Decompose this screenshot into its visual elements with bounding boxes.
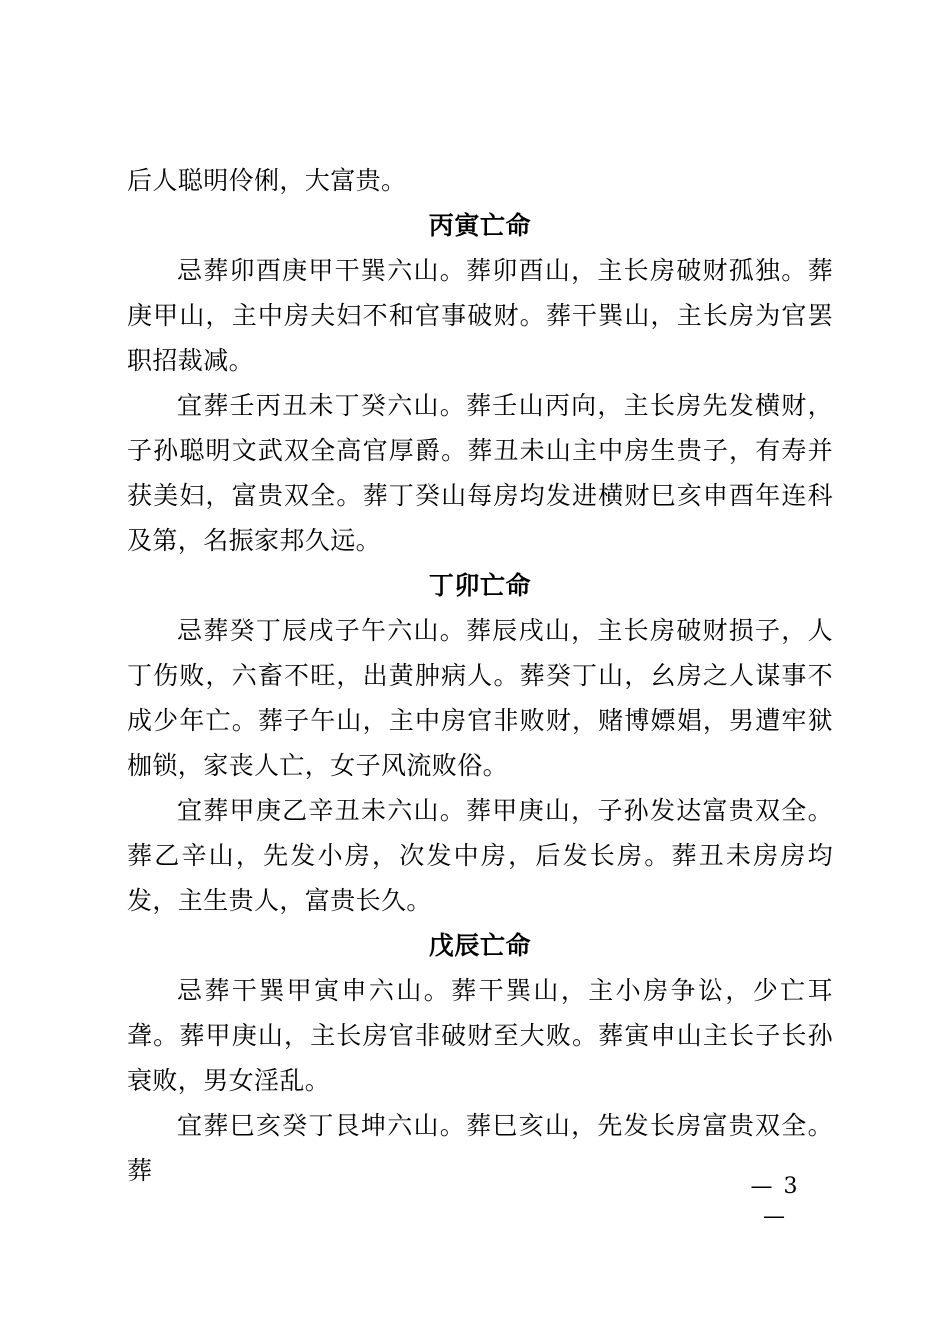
paragraph-bingyin-suitable: 宜葬壬丙丑未丁癸六山。葬壬山丙向，主长房先发横财，子孙聪明文武双全高官厚爵。葬丑未山主中房生贵子，有寿并获美妇，富贵双全。葬丁癸山每房均发进横财巳亥申酉年连科及第，名振家邦久远。 [127, 391, 833, 555]
paragraph-bingyin-avoid: 忌葬卯酉庚甲干巽六山。葬卯酉山，主长房破财孤独。葬庚甲山，主中房夫妇不和官事破财。葬干巽山，主长房为官罢职招裁减。 [127, 256, 833, 375]
section-heading-bingyin: 丙寅亡命 [428, 211, 532, 240]
page-number: — 3 — [750, 1174, 800, 1229]
section-heading-dingmao: 丁卯亡命 [428, 571, 532, 600]
paragraph-continuation: 后人聪明伶俐，大富贵。 [127, 166, 407, 195]
paragraph-wuchen-avoid: 忌葬干巽甲寅申六山。葬干巽山，主小房争讼，少亡耳聋。葬甲庚山，主长房官非破财至大败。葬寅申山主长子长孙衰败，男女淫乱。 [127, 976, 833, 1095]
paragraph-dingmao-avoid: 忌葬癸丁辰戌子午六山。葬辰戌山，主长房破财损子，人丁伤败，六畜不旺，出黄肿病人。葬癸丁山，幺房之人谋事不成少年亡。葬子午山，主中房官非败财，赌博嫖娼，男遭牢狱枷锁，家丧人亡，女子风流败俗。 [127, 616, 833, 780]
section-heading-wuchen: 戊辰亡命 [428, 931, 532, 960]
document-body [127, 158, 833, 1193]
paragraph-wuchen-suitable: 宜葬巳亥癸丁艮坤六山。葬巳亥山，先发长房富贵双全。葬 [127, 1111, 833, 1185]
paragraph-dingmao-suitable: 宜葬甲庚乙辛丑未六山。葬甲庚山，子孙发达富贵双全。葬乙辛山，先发小房，次发中房，后发长房。葬丑未房房均发，主生贵人，富贵长久。 [127, 796, 833, 915]
